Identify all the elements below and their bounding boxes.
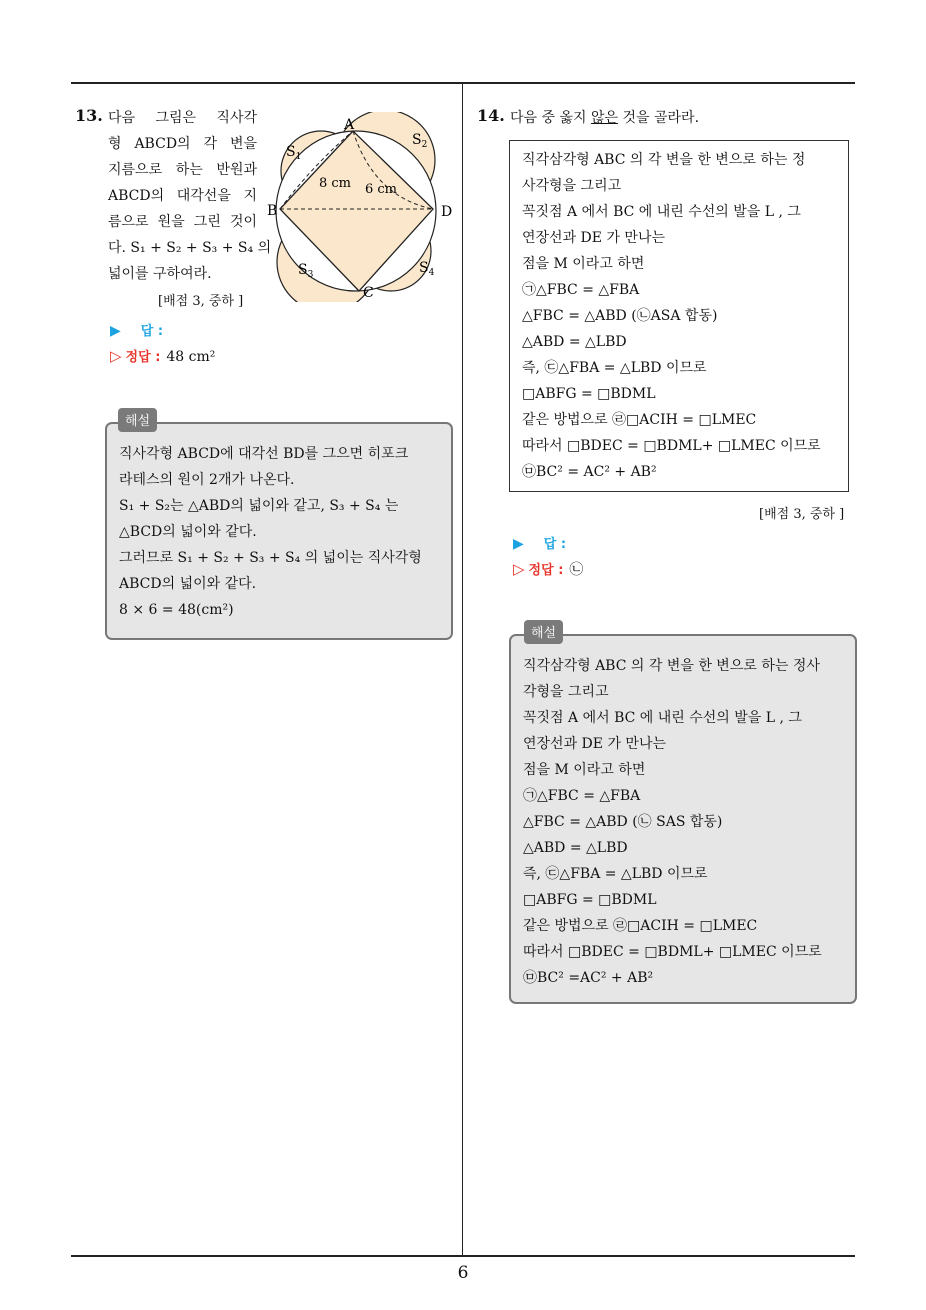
q14-proof-text [522,147,838,485]
page-number: 6 [457,1263,469,1283]
region-s4: $S_4$ [419,260,435,278]
q13-answer-row [110,320,163,339]
point-a: A [344,117,355,133]
q13-solution-line: 라테스의 원이 2개가 나온다. [119,472,295,488]
q14-solution-line: △ABD = △LBD [523,840,628,856]
q14-solution-line: 각형을 그리고 [523,684,609,700]
point-c: C [363,285,374,301]
q14-solution-line: 같은 방법으로 ㉣□ACIH = □LMEC [523,918,758,934]
q14-box-line: 즉, ㉢△FBA = △LBD 이므로 [522,360,707,376]
point-d: D [441,204,453,220]
q14-proof-box [509,140,849,492]
q13-solution-tag: 해설 [118,408,157,432]
label-6cm: 6 cm [365,182,398,197]
q13-line: ABCD의 대각선을 지 [108,188,257,204]
q13-solution-line: ABCD의 넓이와 같다. [119,576,257,592]
q14-score: [배점 3, 중하 ] [759,507,845,522]
q13-solution-line: 직사각형 ABCD에 대각선 BD를 그으면 히포크 [119,446,409,462]
q14-prompt-pre: 다음 중 옳지 [510,110,591,126]
q14-correct-row [513,559,583,579]
region-s2: $S_2$ [412,132,428,150]
q13-correct-label: 정답 : [125,350,161,365]
q14-box-line: ㉠△FBC = △FBA [522,282,640,298]
q14-box-line: 따라서 □BDEC = □BDML+ □LMEC 이므로 [522,438,821,454]
q14-box-line: △ABD = △LBD [522,334,627,350]
answer-arrow-icon: ▶ [110,323,121,339]
q14-solution-tag: 해설 [524,620,563,644]
q14-box-line: △FBC = △ABD (㉡ASA 합동) [522,308,718,324]
q14-answer-row [513,533,566,552]
q14-prompt-underlined: 않은 [590,110,619,126]
q14-box-line: 꼭짓점 A 에서 BC 에 내린 수선의 발을 L , 그 [522,204,801,220]
q13-line: 넓이를 구하여라. [108,266,212,282]
q14-solution-line: 즉, ㉢△FBA = △LBD 이므로 [523,866,708,882]
q14-box-line: ㉤BC² = AC² + AB² [522,464,657,480]
q14-box-line: 직각삼각형 ABC 의 각 변을 한 변으로 하는 정 [522,152,806,168]
q14-solution-box [509,634,857,1004]
q14-box-line: 사각형을 그리고 [522,178,622,194]
q13-solution-line: 8 × 6 = 48(cm²) [119,602,234,618]
q13-solution-line: △BCD의 넓이와 같다. [119,524,257,540]
q14-number: 14. [477,106,505,125]
q14-correct-label: 정답 : [528,563,564,578]
q13-line: 다. S₁ + S₂ + S₃ + S₄ 의 [108,240,272,256]
q14-solution-line: △FBC = △ABD (㉡ SAS 합동) [523,814,723,830]
q14-box-line: 점을 M 이라고 하면 [522,256,645,272]
q14-prompt-post: 것을 골라라. [618,110,700,126]
q14-prompt [510,105,699,131]
q13-line: 름으로 원을 그린 것이 [108,214,257,230]
q13-solution-line: S₁ + S₂는 △ABD의 넓이와 같고, S₃ + S₄ 는 [119,498,399,514]
q13-correct-value: 48 cm² [166,349,216,365]
q14-solution-line: ㉠△FBC = △FBA [523,788,641,804]
q14-solution-line: 직각삼각형 ABC 의 각 변을 한 변으로 하는 정사 [523,658,820,674]
q14-solution-line: 꼭짓점 A 에서 BC 에 내린 수선의 발을 L , 그 [523,710,802,726]
q13-answer-label: 답 : [140,324,164,339]
q13-figure [264,112,464,302]
q13-solution-text [119,441,439,623]
q13-line: 다음 그림은 직사각 [108,110,257,126]
q14-solution-text [523,653,843,991]
top-rule [71,82,855,84]
answer-arrow-icon: ▶ [513,536,524,552]
q14-box-line: □ABFG = □BDML [522,386,656,402]
q13-score: [배점 3, 중하 ] [158,294,244,309]
q14-answer-label: 답 : [543,537,567,552]
q14-solution-line: ㉤BC² =AC² + AB² [523,970,654,986]
q14-box-line: 같은 방법으로 ㉣□ACIH = □LMEC [522,412,757,428]
q13-text [108,105,272,287]
q13-line: 형 ABCD의 각 변을 [108,136,257,152]
q13-line: 지름으로 하는 반원과 [108,162,257,178]
label-8cm: 8 cm [319,176,352,191]
q13-solution-box [105,422,453,640]
correct-arrow-icon: ▷ [513,560,525,578]
q14-solution-line: □ABFG = □BDML [523,892,657,908]
region-s3: $S_3$ [298,262,314,280]
q14-solution-line: 따라서 □BDEC = □BDML+ □LMEC 이므로 [523,944,822,960]
correct-arrow-icon: ▷ [110,347,122,365]
bottom-rule [71,1255,855,1257]
q14-solution-line: 점을 M 이라고 하면 [523,762,646,778]
point-b: B [267,203,278,219]
q13-correct-row [110,346,215,365]
q14-correct-value: ㉡ [569,562,584,578]
q13-solution-line: 그러므로 S₁ + S₂ + S₃ + S₄ 의 넓이는 직사각형 [119,550,422,566]
region-s1: $S_1$ [286,144,302,162]
q14-box-line: 연장선과 DE 가 만나는 [522,230,665,246]
q14-solution-line: 연장선과 DE 가 만나는 [523,736,666,752]
q13-number: 13. [75,106,103,125]
